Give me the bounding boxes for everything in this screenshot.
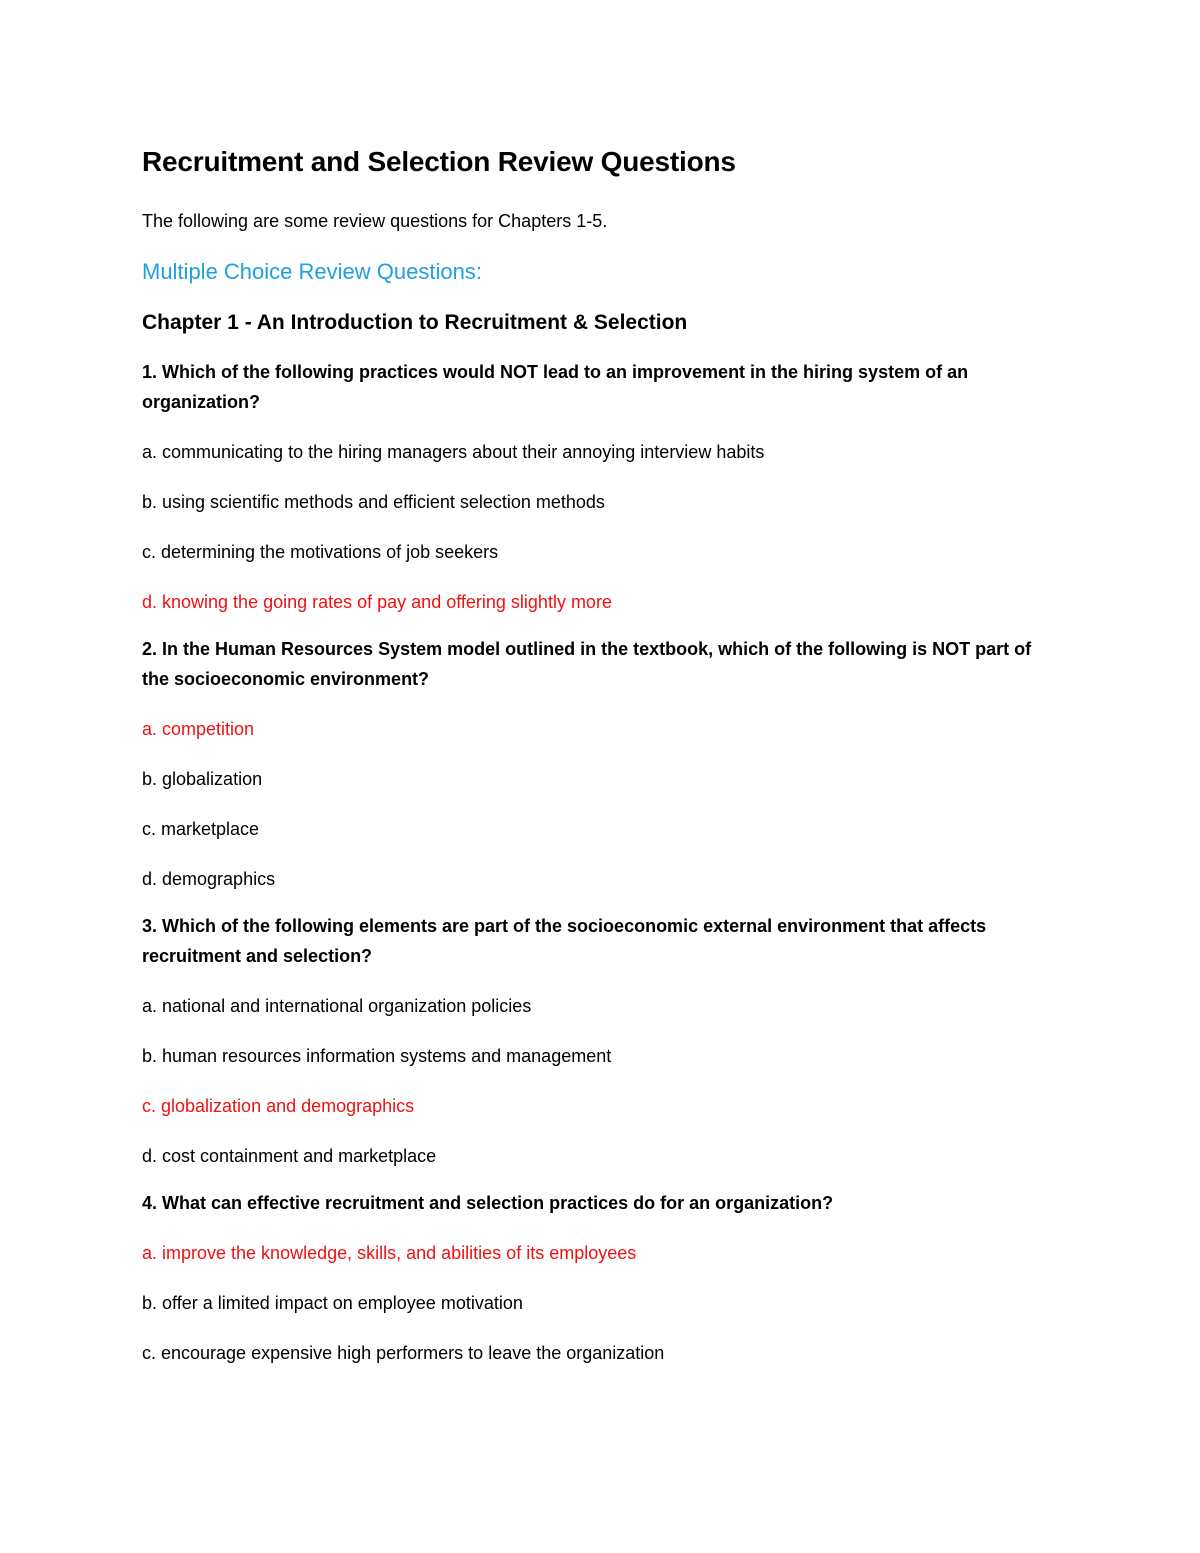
answer-option-correct: a. improve the knowledge, skills, and abilities of its employees [142,1243,637,1263]
answer-option-correct: c. globalization and demographics [142,1096,415,1116]
question-text: 1. Which of the following practices would NOT lead to an improvement in the hiring system of an organization? [142,362,969,412]
question-block [142,911,1062,1171]
document-title: Recruitment and Selection Review Questions [142,146,736,177]
question-list [142,357,1062,1368]
answer-option: b. using scientific methods and efficient selection methods [142,492,605,512]
question-block [142,357,1062,617]
question-block [142,634,1062,894]
answer-option: d. cost containment and marketplace [142,1146,437,1166]
answer-option-correct: d. knowing the going rates of pay and offering slightly more [142,592,612,612]
answer-option: c. determining the motivations of job seekers [142,542,499,562]
section-heading: Multiple Choice Review Questions: [142,259,482,284]
option-list [142,991,1062,1171]
question-text: 2. In the Human Resources System model outlined in the textbook, which of the following is NOT part of the socioeconomic environment? [142,639,1032,689]
option-list [142,437,1062,617]
question-text: 4. What can effective recruitment and selection practices do for an organization? [142,1193,834,1213]
question-text: 3. Which of the following elements are part of the socioeconomic external environment that affects recruitment and selection? [142,916,987,966]
answer-option: b. globalization [142,769,263,789]
answer-option: a. communicating to the hiring managers about their annoying interview habits [142,442,765,462]
answer-option: d. demographics [142,869,276,889]
option-list [142,1238,1062,1368]
answer-option: a. national and international organization policies [142,996,532,1016]
chapter-heading: Chapter 1 - An Introduction to Recruitment & Selection [142,311,688,334]
option-list [142,714,1062,894]
answer-option-correct: a. competition [142,719,255,739]
document-content [142,140,1062,1368]
question-block [142,1188,1062,1368]
answer-option: b. human resources information systems and management [142,1046,612,1066]
answer-option: c. marketplace [142,819,260,839]
intro-text: The following are some review questions for Chapters 1-5. [142,211,608,231]
answer-option: c. encourage expensive high performers to leave the organization [142,1343,665,1363]
answer-option: b. offer a limited impact on employee motivation [142,1293,523,1313]
